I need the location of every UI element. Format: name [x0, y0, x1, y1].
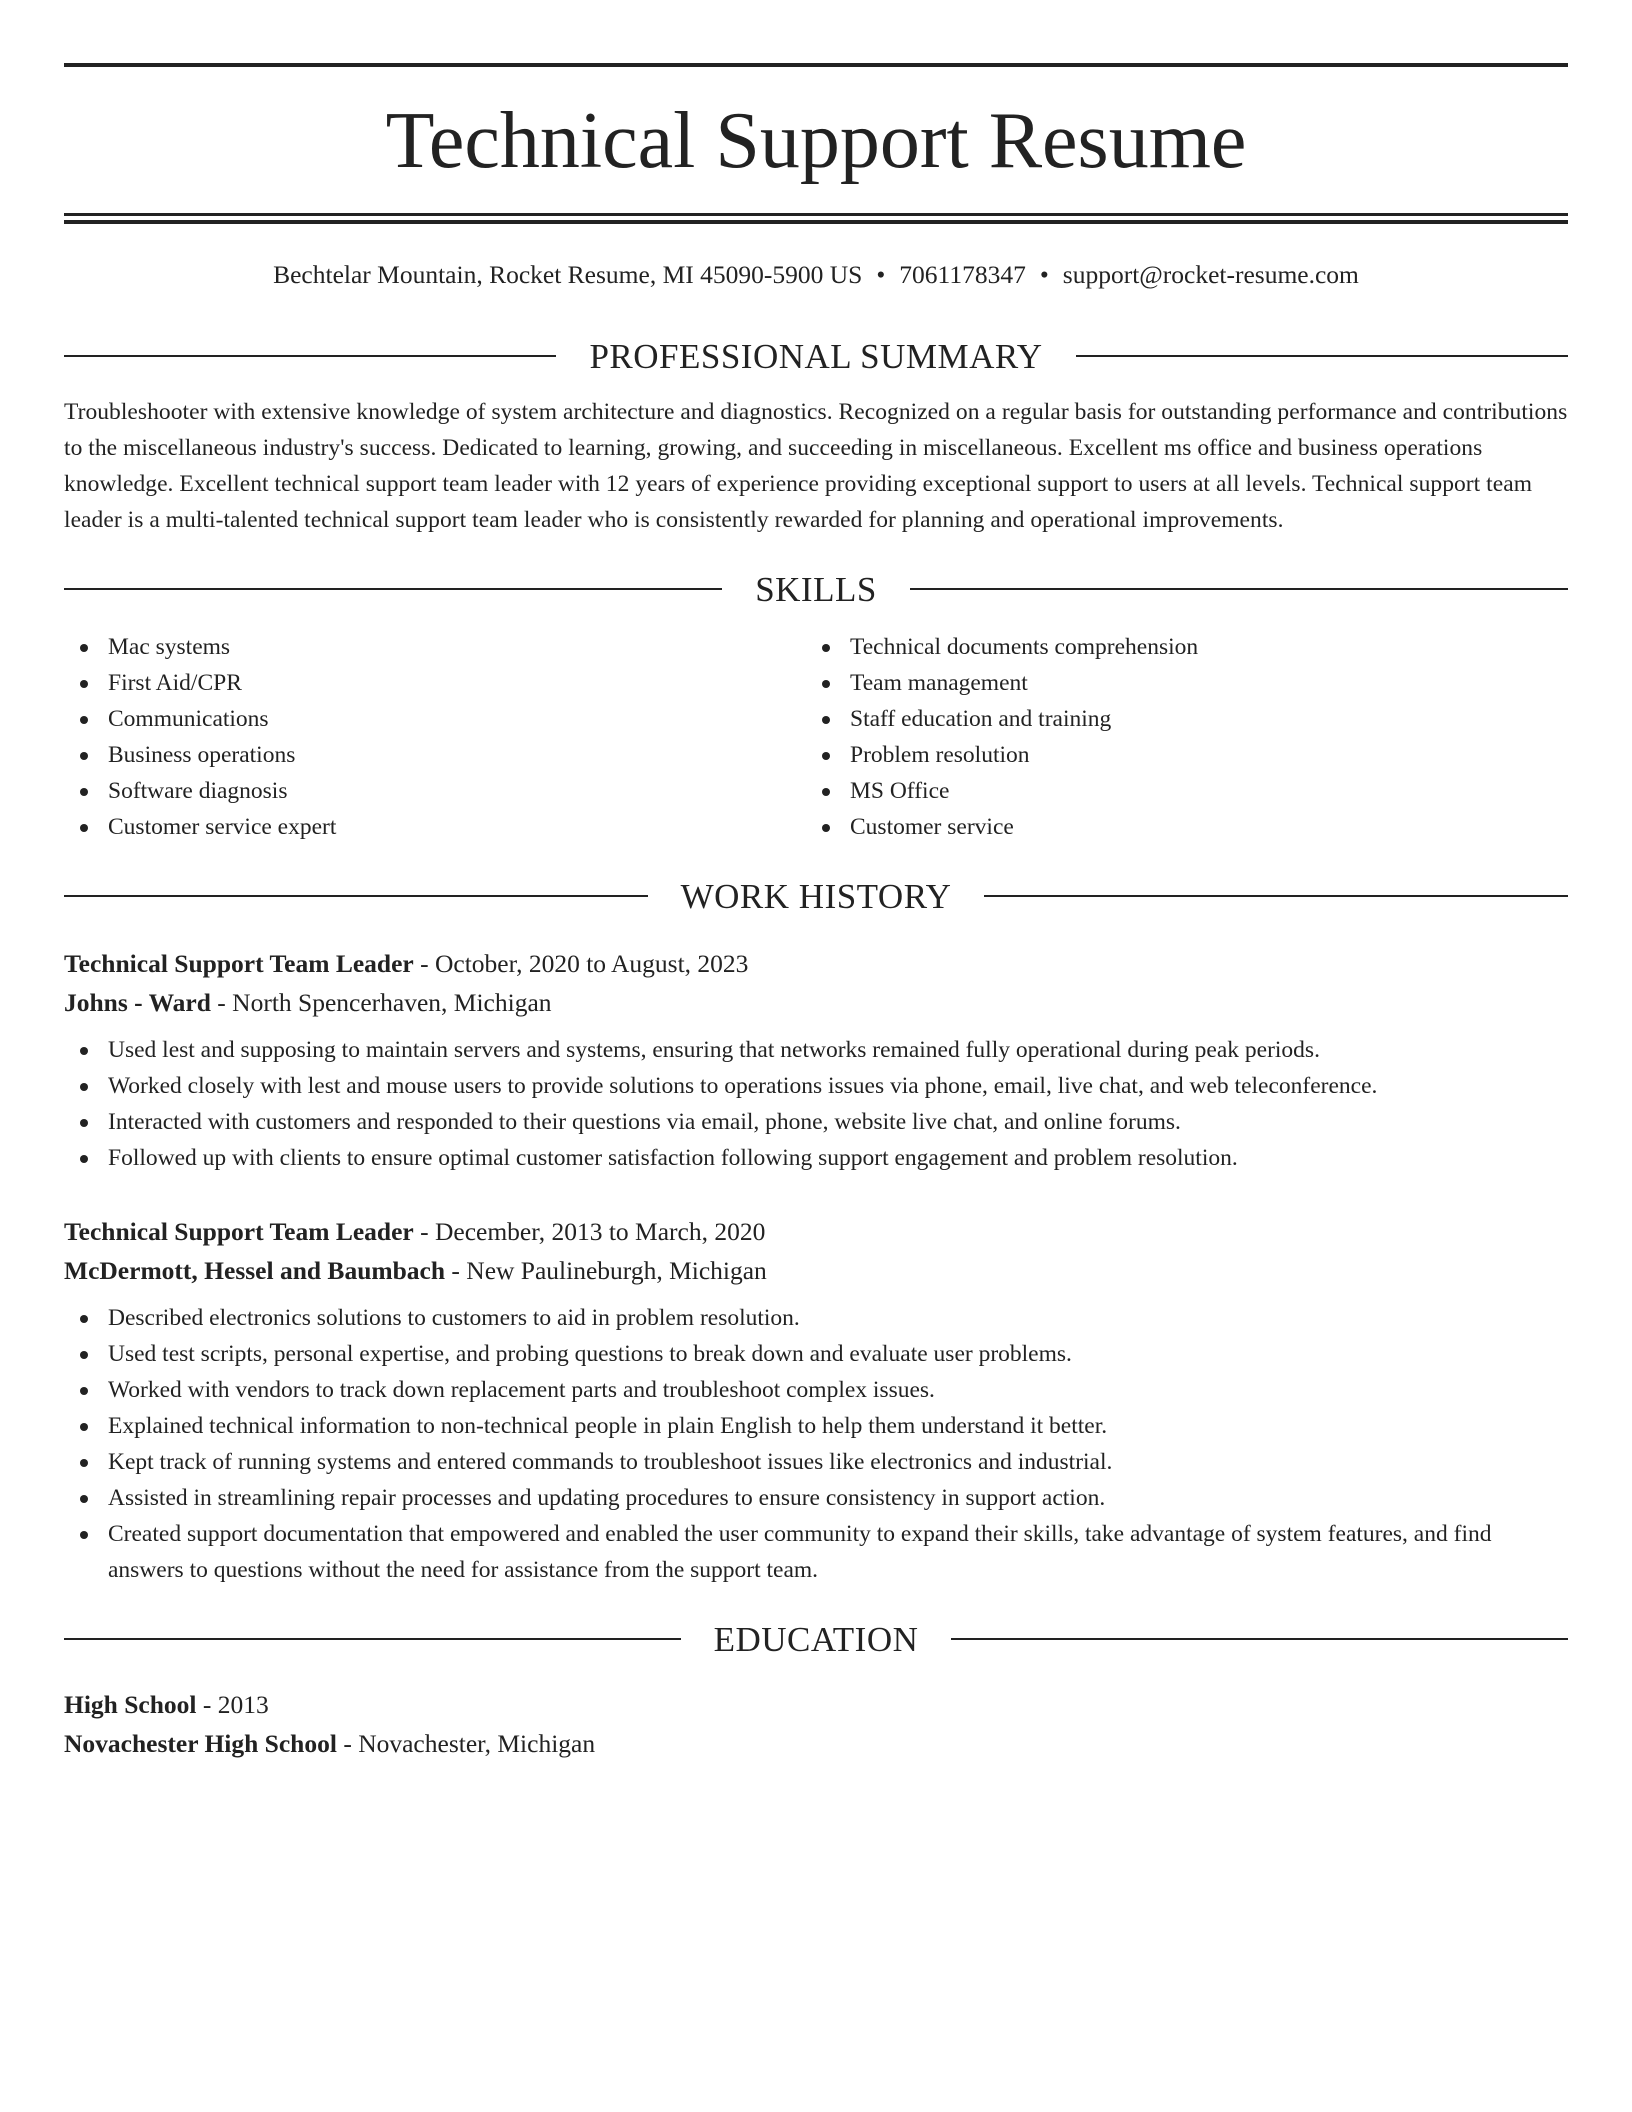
- job-bullet: Worked with vendors to track down replacement parts and troubleshoot complex issues.: [64, 1372, 1568, 1408]
- skill-item: Team management: [806, 665, 1198, 701]
- skills-section-heading: [64, 569, 1568, 609]
- education-heading-label: EDUCATION: [713, 1619, 919, 1659]
- job-bullet: Interacted with customers and responded to their questions via email, phone, website live chat, and online forums.: [64, 1104, 1568, 1140]
- education-degree: High School: [64, 1689, 197, 1719]
- summary-section-heading: [64, 336, 1568, 376]
- job-bullet: Kept track of running systems and entered commands to troubleshoot issues like electronics and industrial.: [64, 1444, 1568, 1480]
- job-company-line: [64, 1251, 1568, 1290]
- education-school: Novachester High School: [64, 1728, 337, 1758]
- skill-item: Technical documents comprehension: [806, 629, 1198, 665]
- top-rule: [64, 63, 1568, 67]
- job-company-line: [64, 983, 1568, 1022]
- skills-column-left: [64, 629, 806, 845]
- job-bullet: Used test scripts, personal expertise, and probing questions to break down and evaluate user problems.: [64, 1336, 1568, 1372]
- work-section-heading: [64, 876, 1568, 916]
- job-entry: [64, 1212, 1568, 1588]
- skill-item: Mac systems: [64, 629, 806, 665]
- divider-line: [64, 1638, 681, 1640]
- summary-text: Troubleshooter with extensive knowledge of system architecture and diagnostics. Recognized on a regular basis for outstanding performance and contributions to the miscellaneous industry's success. Dedicated to learning, growing, and succeeding in miscellaneous. Excellent ms office and business operations knowledge. Excellent technical support team leader with 12 years of experience providing exceptional support to users at all levels. Technical support team leader is a multi-talented technical support team leader who is consistently rewarded for planning and operational improvements.: [64, 398, 1568, 533]
- job-bullets: [64, 1032, 1568, 1176]
- education-school-line: [64, 1724, 1568, 1763]
- job-company: McDermott, Hessel and Baumbach: [64, 1255, 446, 1285]
- contact-line: [64, 260, 1568, 291]
- job-dates: - October, 2020 to August, 2023: [413, 948, 749, 978]
- education-location: - Novachester, Michigan: [336, 1728, 596, 1758]
- job-title-line: [64, 944, 1568, 983]
- education-section-heading: [64, 1619, 1568, 1659]
- contact-phone: 7061178347: [899, 260, 1026, 289]
- summary-heading-label: PROFESSIONAL SUMMARY: [589, 336, 1043, 376]
- job-title: Technical Support Team Leader: [64, 948, 414, 978]
- job-entry: [64, 944, 1568, 1176]
- divider-line: [951, 1638, 1568, 1640]
- job-bullet: Explained technical information to non-technical people in plain English to help them understand it better.: [64, 1408, 1568, 1444]
- job-title: Technical Support Team Leader: [64, 1216, 414, 1246]
- skill-item: Business operations: [64, 737, 806, 773]
- job-bullets: [64, 1300, 1568, 1588]
- job-company: Johns - Ward: [64, 987, 211, 1017]
- divider-line: [64, 895, 648, 897]
- job-bullet: Used lest and supposing to maintain servers and systems, ensuring that networks remained fully operational during peak periods.: [64, 1032, 1568, 1068]
- divider-line: [910, 588, 1568, 590]
- job-bullet: Assisted in streamlining repair processes and updating procedures to ensure consistency in support action.: [64, 1480, 1568, 1516]
- job-location: - North Spencerhaven, Michigan: [210, 987, 552, 1017]
- skill-item: Customer service: [806, 809, 1198, 845]
- skill-item: First Aid/CPR: [64, 665, 806, 701]
- job-bullet: Worked closely with lest and mouse users to provide solutions to operations issues via phone, email, live chat, and web teleconference.: [64, 1068, 1568, 1104]
- skill-item: Communications: [64, 701, 806, 737]
- work-heading-label: WORK HISTORY: [680, 876, 952, 916]
- job-bullet: Described electronics solutions to customers to aid in problem resolution.: [64, 1300, 1568, 1336]
- skill-item: Customer service expert: [64, 809, 806, 845]
- contact-separator: •: [1039, 260, 1049, 289]
- job-bullet: Followed up with clients to ensure optimal customer satisfaction following support engagement and problem resolution.: [64, 1140, 1568, 1176]
- divider-line: [984, 895, 1568, 897]
- education-degree-line: [64, 1685, 1568, 1724]
- contact-email: support@rocket-resume.com: [1062, 260, 1359, 289]
- contact-address: Bechtelar Mountain, Rocket Resume, MI 45090-5900 US: [273, 260, 863, 289]
- skill-item: Software diagnosis: [64, 773, 806, 809]
- title-double-rule: [64, 213, 1568, 224]
- skill-item: Staff education and training: [806, 701, 1198, 737]
- skills-column-right: [806, 629, 1198, 845]
- skills-list: [64, 629, 1568, 845]
- education-year: - 2013: [196, 1689, 269, 1719]
- skill-item: MS Office: [806, 773, 1198, 809]
- job-bullet: Created support documentation that empowered and enabled the user community to expand their skills, take advantage of system features, and find answers to questions without the need for assistance from the support team.: [64, 1516, 1568, 1588]
- resume-title: Technical Support Resume: [385, 97, 1247, 185]
- job-dates: - December, 2013 to March, 2020: [413, 1216, 766, 1246]
- education-entry: [64, 1685, 1568, 1763]
- job-location: - New Paulineburgh, Michigan: [445, 1255, 767, 1285]
- divider-line: [64, 588, 722, 590]
- divider-line: [1076, 355, 1568, 357]
- skills-heading-label: SKILLS: [755, 569, 877, 609]
- job-title-line: [64, 1212, 1568, 1251]
- contact-separator: •: [876, 260, 886, 289]
- skill-item: Problem resolution: [806, 737, 1198, 773]
- divider-line: [64, 355, 556, 357]
